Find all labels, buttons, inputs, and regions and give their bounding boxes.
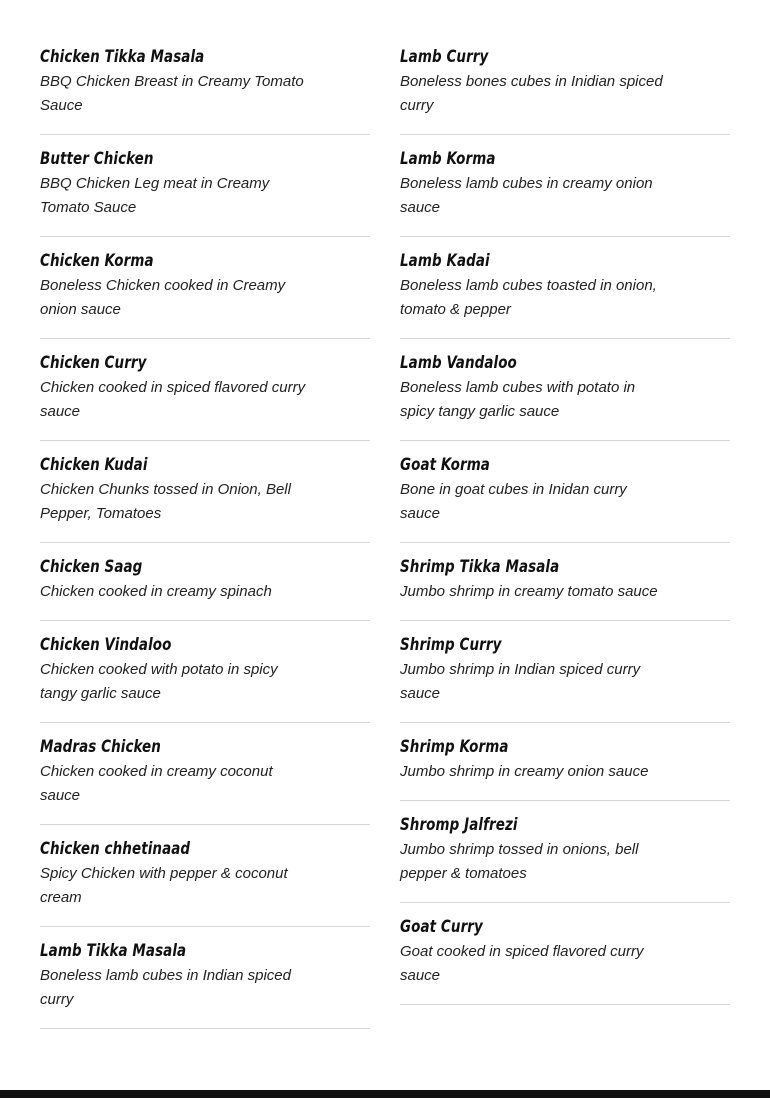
menu-item-description: Goat cooked in spiced flavored curry sauce bbox=[400, 943, 648, 984]
menu-item bbox=[400, 441, 730, 543]
menu-item bbox=[400, 339, 730, 441]
menu-item-name: Chicken Curry bbox=[40, 353, 147, 373]
menu-item bbox=[400, 543, 730, 621]
menu-item-name: Shrimp Tikka Masala bbox=[400, 557, 560, 577]
menu-item-description: Chicken Chunks tossed in Onion, Bell Pepper, Tomatoes bbox=[40, 481, 296, 522]
menu-item-description: Chicken cooked in spiced flavored curry sauce bbox=[40, 379, 314, 420]
menu-item-name: Chicken chhetinaad bbox=[40, 839, 191, 859]
menu-item bbox=[400, 801, 730, 903]
menu-item-name: Goat Korma bbox=[400, 455, 490, 475]
menu-item-name: Chicken Saag bbox=[40, 557, 143, 577]
menu-item-name: Butter Chicken bbox=[40, 149, 154, 169]
menu-item bbox=[40, 543, 370, 621]
menu-item-name: Shrimp Curry bbox=[400, 635, 502, 655]
menu-column-left bbox=[40, 34, 370, 1029]
menu-item-name: Shrimp Korma bbox=[400, 737, 509, 757]
menu-item bbox=[400, 34, 730, 135]
menu-item-name: Madras Chicken bbox=[40, 737, 161, 757]
menu-item-name: Shromp Jalfrezi bbox=[400, 815, 518, 835]
menu-item-description: Jumbo shrimp in Indian spiced curry sauce bbox=[400, 661, 645, 702]
menu-item bbox=[400, 237, 730, 339]
menu-item-description: Boneless lamb cubes in Indian spiced curry bbox=[40, 967, 296, 1008]
menu-item-name: Chicken Tikka Masala bbox=[40, 47, 205, 67]
menu-item-name: Lamb Kadai bbox=[400, 251, 490, 271]
menu-item-description: BBQ Chicken Leg meat in Creamy Tomato Sauce bbox=[40, 175, 274, 216]
menu-item bbox=[40, 723, 370, 825]
menu-item-description: Boneless Chicken cooked in Creamy onion sauce bbox=[40, 277, 290, 318]
menu-item bbox=[40, 621, 370, 723]
menu-item-description: Boneless lamb cubes in creamy onion sauce bbox=[400, 175, 657, 216]
bottom-bar bbox=[0, 1090, 770, 1098]
menu-item-name: Goat Curry bbox=[400, 917, 483, 937]
menu-item bbox=[40, 135, 370, 237]
menu-item-description: Chicken cooked in creamy coconut sauce bbox=[40, 763, 277, 804]
menu-item-name: Chicken Korma bbox=[40, 251, 154, 271]
menu-item-name: Lamb Tikka Masala bbox=[40, 941, 187, 961]
menu-item-name: Lamb Vandaloo bbox=[400, 353, 517, 373]
menu-item bbox=[40, 339, 370, 441]
menu-item-description: Jumbo shrimp tossed in onions, bell pepper & tomatoes bbox=[400, 841, 643, 882]
menu-item-description: BBQ Chicken Breast in Creamy Tomato Sauce bbox=[40, 73, 308, 114]
menu-item-description: Boneless bones cubes in Inidian spiced curry bbox=[400, 73, 667, 114]
menu-item bbox=[40, 825, 370, 927]
menu-item-name: Lamb Korma bbox=[400, 149, 496, 169]
menu-item bbox=[40, 927, 370, 1029]
menu-item-description: Boneless lamb cubes toasted in onion, tomato & pepper bbox=[400, 277, 662, 318]
menu-item-description: Chicken cooked with potato in spicy tangy garlic sauce bbox=[40, 661, 282, 702]
menu-item-description: Chicken cooked in creamy spinach bbox=[40, 583, 272, 600]
menu-item-name: Chicken Kudai bbox=[40, 455, 148, 475]
menu-item bbox=[400, 135, 730, 237]
menu-item-description: Bone in goat cubes in Inidan curry sauce bbox=[400, 481, 631, 522]
menu-item bbox=[400, 621, 730, 723]
menu-item bbox=[40, 237, 370, 339]
menu-item bbox=[40, 441, 370, 543]
menu-item bbox=[400, 903, 730, 1005]
menu-item-description: Spicy Chicken with pepper & coconut cream bbox=[40, 865, 292, 906]
menu-item-name: Lamb Curry bbox=[400, 47, 489, 67]
menu-item-description: Boneless lamb cubes with potato in spicy tangy garlic sauce bbox=[400, 379, 640, 420]
menu-item-description: Jumbo shrimp in creamy onion sauce bbox=[400, 763, 649, 780]
menu-item bbox=[40, 34, 370, 135]
menu-column-right bbox=[400, 34, 730, 1005]
menu-item bbox=[400, 723, 730, 801]
menu-item-name: Chicken Vindaloo bbox=[40, 635, 172, 655]
menu-item-description: Jumbo shrimp in creamy tomato sauce bbox=[400, 583, 658, 600]
